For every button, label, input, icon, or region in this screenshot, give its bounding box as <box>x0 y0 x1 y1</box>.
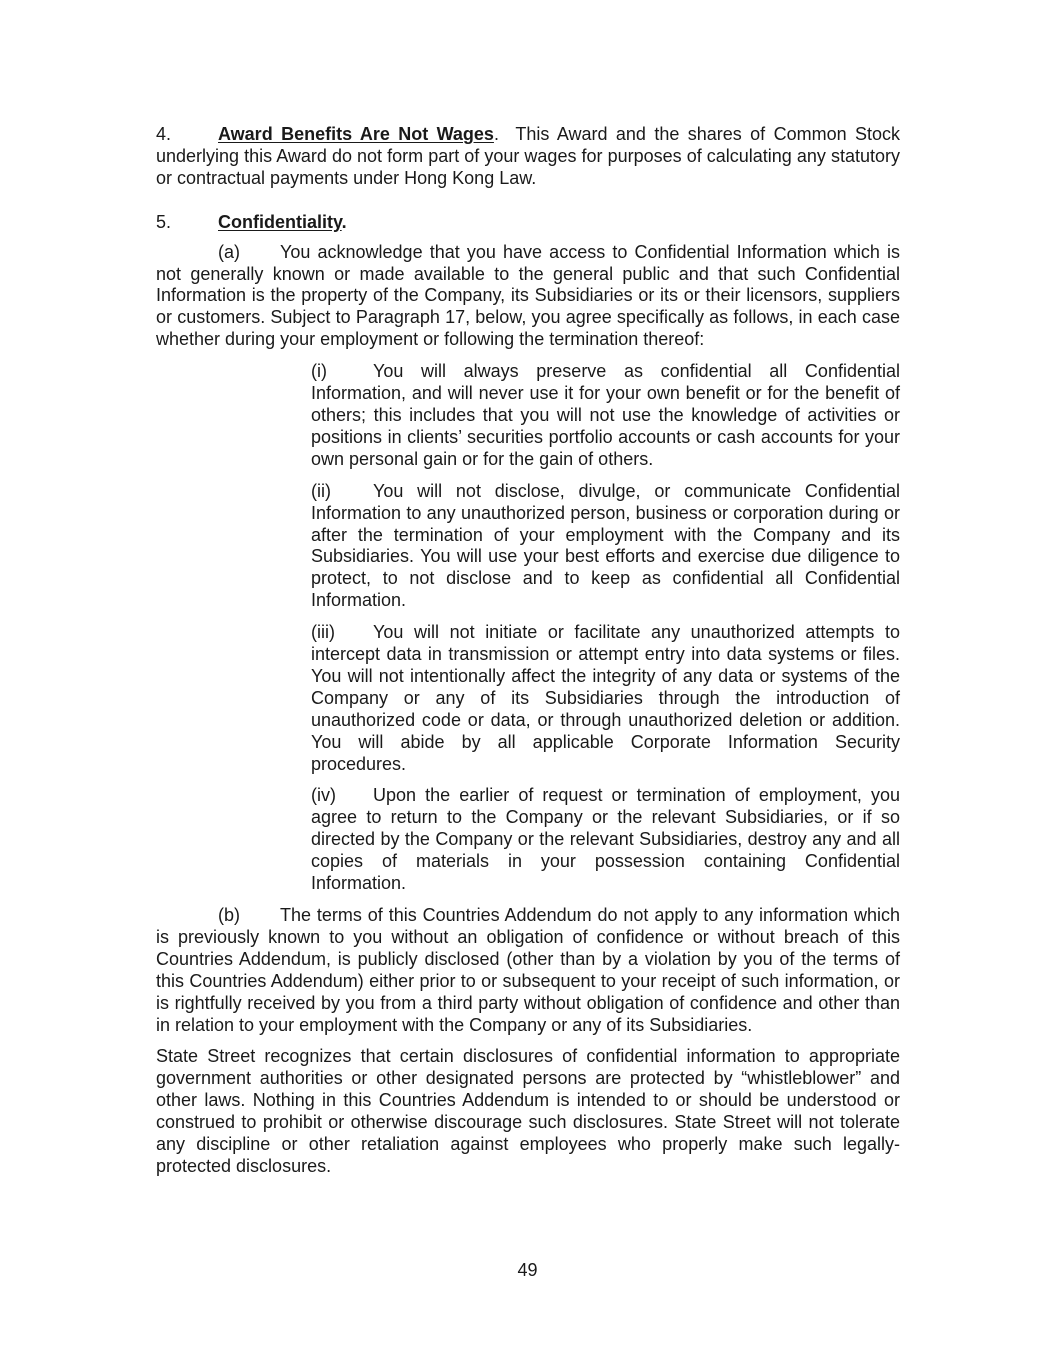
section-5a-label: (a) <box>218 241 240 262</box>
item-iv-text: Upon the earlier of request or termination of employment, you agree to return to the Company or the relevant Subsidiaries, or if so directed by the Company or the relevant Subsidiaries, destroy any and all copies of materials in your possession containing Confidential Information. <box>311 785 900 894</box>
item-iv-label: (iv) <box>311 785 336 806</box>
section-5b-paragraph <box>156 905 900 1036</box>
item-ii-text: You will not disclose, divulge, or communicate Confidential Information to any unauthorized person, business or corporation during or after the termination of your employment with the Company and its Subsidiaries. You will use your best efforts and exercise due diligence to protect, to not disclose and to keep as confidential all Confidential Information. <box>311 480 900 611</box>
page-number: 49 <box>517 1260 538 1280</box>
item-iii-text: You will not initiate or facilitate any unauthorized attempts to intercept data in transmission or attempt entry into data systems or files. You will not intentionally affect the integrity of any data or systems of the Company or any of its Subsidiaries through the introduction of unauthorized code or data, or through unauthorized deletion or addition. You will abide by all applicable Corporate Information Security procedures. <box>311 622 900 774</box>
section-5-number: 5. <box>156 211 172 232</box>
section-4-paragraph <box>156 124 906 190</box>
item-i-label: (i) <box>311 361 327 382</box>
section-5-heading: Confidentiality <box>218 211 342 232</box>
item-ii <box>311 481 900 612</box>
item-iii-label: (iii) <box>311 622 335 643</box>
section-4-number: 4. <box>156 124 172 144</box>
whistleblower-paragraph: State Street recognizes that certain disclosures of confidential information to appropriate government authorities or other designated persons are protected by “whistleblower” and other laws. Nothing in this Countries Addendum is intended to or should be understood or construed to prohibit or otherwise discourage such disclosures. State Street will not tolerate any discipline or other retaliation against employees who properly make such legally-protected disclosures. <box>156 1046 900 1176</box>
item-i <box>311 361 900 471</box>
section-5a-paragraph <box>156 242 900 352</box>
section-4-heading-suffix: . <box>493 124 499 144</box>
section-4-heading: Award Benefits Are Not Wages <box>218 124 494 144</box>
section-5b-label: (b) <box>218 905 240 925</box>
section-5a-text: You acknowledge that you have access to Confidential Information which is not generally known or made available to the general public and that such Confidential Information is the property of the Company, its Subsidiaries or its or their licensors, suppliers or customers. Subject to Paragraph 17, below, you agree specifically as follows, in each case whether during your employment or following the termination thereof: <box>156 241 900 350</box>
section-5-heading-line <box>156 212 900 234</box>
item-iv <box>311 785 900 895</box>
section-5-heading-suffix: . <box>341 211 347 232</box>
section-4-text: This Award and the shares of Common Stock underlying this Award do not form part of your wages for purposes of calculating any statutory or contractual payments under Hong Kong Law. <box>156 124 906 188</box>
item-i-text: You will always preserve as confidential all Confidential Information, and will never use it for your own benefit or for the benefit of others; this includes that you will not use the knowledge of activities or positions in clients’ securities portfolio accounts or cash accounts for your own personal gain or for the gain of others. <box>311 361 900 469</box>
document-page <box>156 124 906 1178</box>
item-iii <box>311 622 900 775</box>
item-ii-label: (ii) <box>311 480 331 501</box>
section-5b-text: The terms of this Countries Addendum do not apply to any information which is previously known to you without an obligation of confidence or without breach of this Countries Addendum, is publicly disclosed (other than by a violation by you of the terms of this Countries Addendum) either prior to or subsequent to your receipt of such information, or is rightfully received by you from a third party without obligation of confidence and other than in relation to your employment with the Company or any of its Subsidiaries. <box>156 905 900 1035</box>
